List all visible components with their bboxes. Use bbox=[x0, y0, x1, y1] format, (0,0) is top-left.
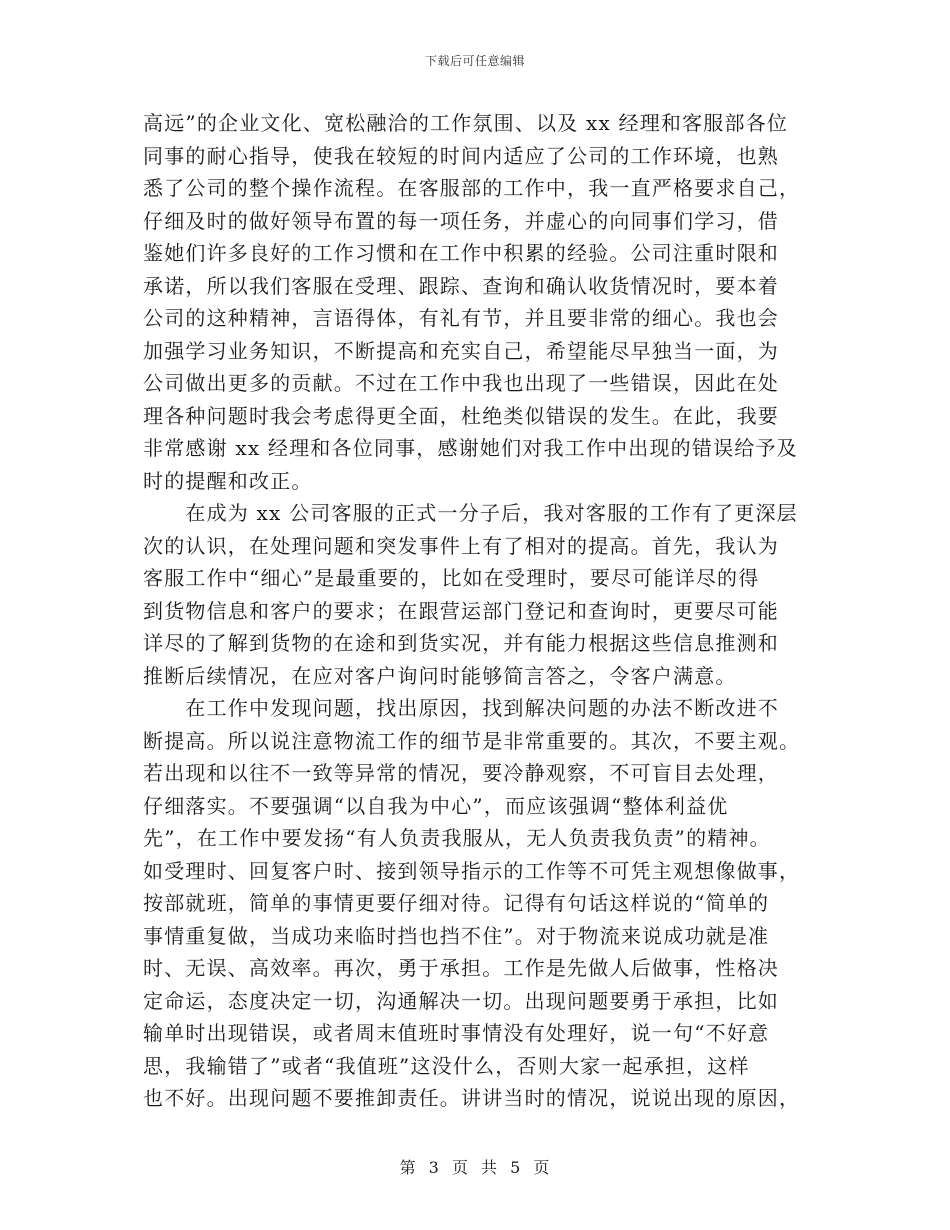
text-line: 鉴她们许多良好的工作习惯和在工作中积累的经验。公司注重时限和 bbox=[143, 241, 779, 265]
text-line: 加强学习业务知识，不断提高和充实自己，希望能尽早独当一面，为 bbox=[143, 338, 779, 363]
text-line: 非常感谢 xx 经理和各位同事，感谢她们对我工作中出现的错误给予及 bbox=[143, 436, 798, 460]
text-line: 理各种问题时我会考虑得更全面，杜绝类似错误的发生。在此，我要 bbox=[143, 403, 779, 428]
text-line: 仔细及时的做好领导布置的每一项任务，并虚心的向同事们学习，借 bbox=[143, 208, 779, 233]
text-line: 时、无误、高效率。再次，勇于承担。工作是先做人后做事，性格决 bbox=[143, 956, 779, 980]
text-line: 也不好。出现问题不要推卸责任。讲讲当时的情况，说说出现的原因， bbox=[143, 1086, 801, 1110]
text-line: 承诺，所以我们客服在受理、跟踪、查询和确认收货情况时，要本着 bbox=[143, 273, 779, 298]
document-body bbox=[143, 107, 803, 1115]
text-line: 定命运，态度决定一切，沟通解决一切。出现问题要勇于承担，比如 bbox=[143, 988, 779, 1013]
text-line: 思，我输错了”或者“我值班”这没什么，否则大家一起承担，这样 bbox=[143, 1053, 750, 1078]
page-header-note: 下载后可任意编辑 bbox=[424, 54, 525, 68]
text-line: 高远”的企业文化、宽松融洽的工作氛围、以及 xx 经理和客服部各位 bbox=[143, 111, 789, 135]
text-line: 到货物信息和客户的要求；在跟营运部门登记和查询时，更要尽可能 bbox=[143, 598, 779, 623]
text-line: 推断后续情况，在应对客户询问时能够简言答之，令客户满意。 bbox=[143, 663, 737, 688]
text-line: 在成为 xx 公司客服的正式一分子后，我对客服的工作有了更深层 bbox=[143, 501, 798, 525]
text-line: 公司的这种精神，言语得体，有礼有节，并且要非常的细心。我也会 bbox=[143, 306, 779, 330]
text-line: 按部就班，简单的事情更要仔细对待。记得有句话这样说的“简单的 bbox=[143, 891, 770, 915]
text-line: 仔细落实。不要强调“以自我为中心”，而应该强调“整体利益优 bbox=[143, 793, 729, 818]
text-line: 若出现和以往不一致等异常的情况，要冷静观察，不可盲目去处理， bbox=[143, 761, 779, 785]
text-line: 同事的耐心指导，使我在较短的时间内适应了公司的工作环境，也熟 bbox=[143, 143, 779, 168]
page-number: 第 3 页 共 5 页 bbox=[399, 1158, 551, 1177]
text-line: 公司做出更多的贡献。不过在工作中我也出现了一些错误，因此在处 bbox=[143, 371, 779, 395]
text-line: 在工作中发现问题，找出原因，找到解决问题的办法不断改进不 bbox=[143, 696, 779, 720]
text-line: 如受理时、回复客户时、接到领导指示的工作等不可凭主观想像做事， bbox=[143, 858, 801, 883]
text-line: 次的认识，在处理问题和突发事件上有了相对的提高。首先，我认为 bbox=[143, 533, 779, 558]
text-line: 详尽的了解到货物的在途和到货实况，并有能力根据这些信息推测和 bbox=[143, 631, 779, 655]
text-line: 事情重复做，当成功来临时挡也挡不住”。对于物流来说成功就是准 bbox=[143, 923, 770, 948]
text-line: 断提高。所以说注意物流工作的细节是非常重要的。其次，不要主观。 bbox=[143, 728, 801, 753]
text-line: 时的提醒和改正。 bbox=[143, 468, 313, 493]
text-line: 悉了公司的整个操作流程。在客服部的工作中，我一直严格要求自己， bbox=[143, 176, 801, 200]
text-line: 先”，在工作中要发扬“有人负责我服从，无人负责我负责”的精神。 bbox=[143, 826, 771, 850]
text-line: 输单时出现错误，或者周末值班时事情没有处理好，说一句“不好意 bbox=[143, 1021, 770, 1045]
text-line: 客服工作中“细心”是最重要的，比如在受理时，要尽可能详尽的得 bbox=[143, 566, 760, 590]
